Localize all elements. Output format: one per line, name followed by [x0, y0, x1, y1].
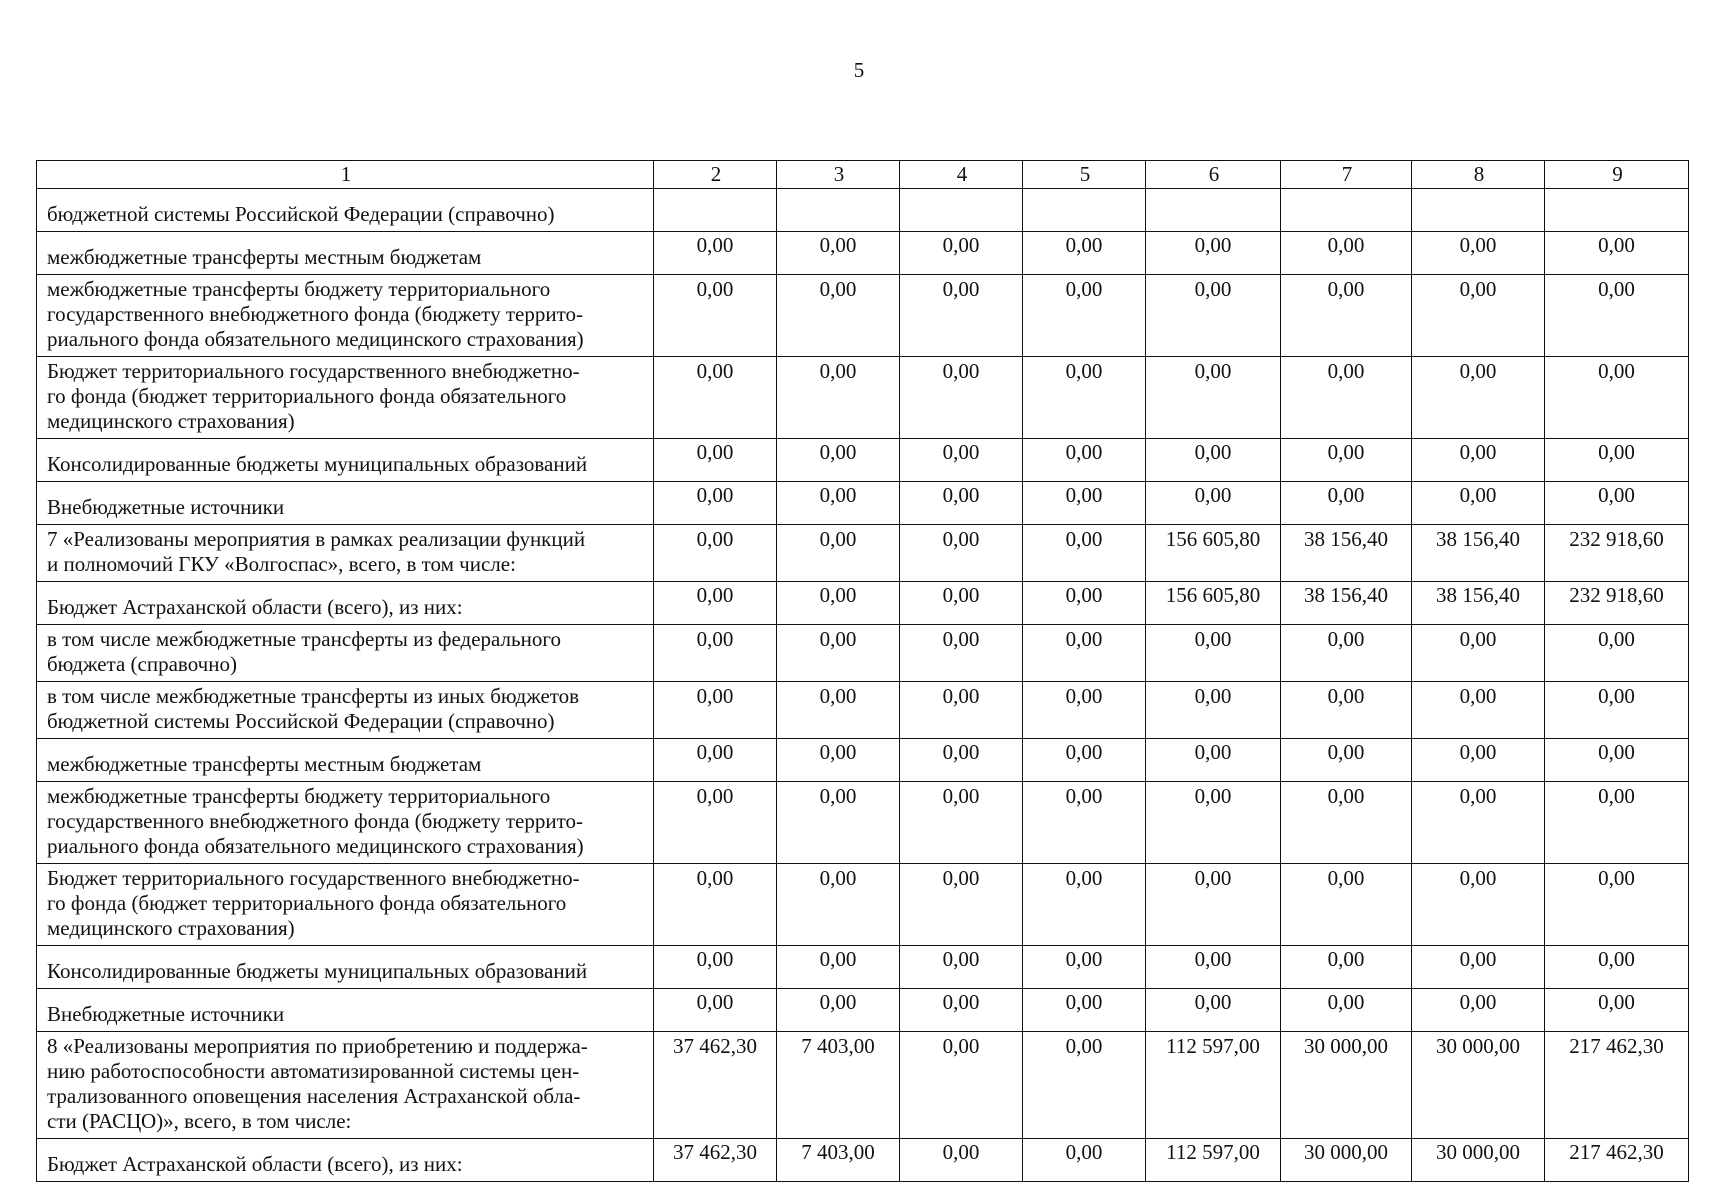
cell-col-5: 0,00: [1023, 864, 1146, 946]
cell-col-7: 30 000,00: [1281, 1139, 1412, 1182]
table-row: [37, 864, 1689, 946]
cell-col-3: 0,00: [777, 739, 900, 782]
table-row: [37, 482, 1689, 525]
cell-col-2: 0,00: [654, 439, 777, 482]
cell-col-2: 0,00: [654, 864, 777, 946]
cell-col-9: [1545, 189, 1689, 232]
table-row: [37, 739, 1689, 782]
cell-col-2: [654, 189, 777, 232]
cell-col-2: 0,00: [654, 357, 777, 439]
cell-col-3: 7 403,00: [777, 1139, 900, 1182]
cell-col-4: 0,00: [900, 682, 1023, 739]
table-row: [37, 946, 1689, 989]
column-header-6: 6: [1146, 161, 1281, 189]
cell-col-9: 0,00: [1545, 682, 1689, 739]
cell-col-4: 0,00: [900, 439, 1023, 482]
cell-col-8: 30 000,00: [1412, 1139, 1545, 1182]
cell-col-4: 0,00: [900, 1032, 1023, 1139]
cell-col-4: 0,00: [900, 782, 1023, 864]
cell-col-6: 0,00: [1146, 439, 1281, 482]
cell-col-3: 0,00: [777, 682, 900, 739]
page-number: 5: [853, 58, 865, 82]
cell-col-3: 0,00: [777, 582, 900, 625]
cell-col-2: 0,00: [654, 782, 777, 864]
row-label: Консолидированные бюджеты муниципальных образований: [37, 439, 654, 482]
cell-col-9: 0,00: [1545, 782, 1689, 864]
cell-col-7: 0,00: [1281, 989, 1412, 1032]
cell-col-7: 0,00: [1281, 357, 1412, 439]
cell-col-9: 0,00: [1545, 946, 1689, 989]
cell-col-5: 0,00: [1023, 1032, 1146, 1139]
table-row: [37, 189, 1689, 232]
cell-col-6: 0,00: [1146, 782, 1281, 864]
row-label: в том числе межбюджетные трансферты из иных бюджетов бюджетной системы Российской Федерации (справочно): [37, 682, 654, 739]
table-row: [37, 1139, 1689, 1182]
cell-col-5: 0,00: [1023, 739, 1146, 782]
row-label: Внебюджетные источники: [37, 482, 654, 525]
cell-col-2: 37 462,30: [654, 1139, 777, 1182]
cell-col-8: 30 000,00: [1412, 1032, 1545, 1139]
cell-col-4: 0,00: [900, 275, 1023, 357]
cell-col-3: 0,00: [777, 439, 900, 482]
table-row: [37, 232, 1689, 275]
cell-col-6: 0,00: [1146, 482, 1281, 525]
cell-col-9: 0,00: [1545, 739, 1689, 782]
cell-col-7: 0,00: [1281, 864, 1412, 946]
cell-col-8: 0,00: [1412, 864, 1545, 946]
cell-col-6: 0,00: [1146, 275, 1281, 357]
cell-col-5: [1023, 189, 1146, 232]
cell-col-7: 38 156,40: [1281, 582, 1412, 625]
table-row: [37, 357, 1689, 439]
cell-col-9: 0,00: [1545, 232, 1689, 275]
cell-col-2: 0,00: [654, 682, 777, 739]
column-header-3: 3: [777, 161, 900, 189]
cell-col-2: 0,00: [654, 989, 777, 1032]
cell-col-6: 112 597,00: [1146, 1139, 1281, 1182]
column-header-8: 8: [1412, 161, 1545, 189]
cell-col-7: [1281, 189, 1412, 232]
row-label: межбюджетные трансферты местным бюджетам: [37, 739, 654, 782]
cell-col-5: 0,00: [1023, 1139, 1146, 1182]
cell-col-4: 0,00: [900, 739, 1023, 782]
cell-col-3: 7 403,00: [777, 1032, 900, 1139]
cell-col-6: 0,00: [1146, 232, 1281, 275]
cell-col-7: 0,00: [1281, 946, 1412, 989]
cell-col-5: 0,00: [1023, 275, 1146, 357]
table-body: [37, 189, 1689, 1182]
cell-col-7: 0,00: [1281, 275, 1412, 357]
cell-col-4: 0,00: [900, 989, 1023, 1032]
column-header-2: 2: [654, 161, 777, 189]
cell-col-8: 0,00: [1412, 232, 1545, 275]
table-row: [37, 782, 1689, 864]
cell-col-2: 37 462,30: [654, 1032, 777, 1139]
cell-col-8: [1412, 189, 1545, 232]
table-row: [37, 525, 1689, 582]
budget-table: [36, 160, 1689, 1182]
column-header-4: 4: [900, 161, 1023, 189]
table-row: [37, 275, 1689, 357]
row-label: Консолидированные бюджеты муниципальных образований: [37, 946, 654, 989]
cell-col-8: 0,00: [1412, 482, 1545, 525]
cell-col-9: 232 918,60: [1545, 582, 1689, 625]
cell-col-3: 0,00: [777, 864, 900, 946]
table-row: [37, 682, 1689, 739]
cell-col-9: 0,00: [1545, 482, 1689, 525]
cell-col-3: 0,00: [777, 946, 900, 989]
cell-col-7: 0,00: [1281, 482, 1412, 525]
cell-col-5: 0,00: [1023, 439, 1146, 482]
cell-col-2: 0,00: [654, 525, 777, 582]
cell-col-3: 0,00: [777, 525, 900, 582]
row-label: Бюджет территориального государственного внебюджетно- го фонда (бюджет территориального фонда обязательного медицинского страхования): [37, 357, 654, 439]
row-label: Внебюджетные источники: [37, 989, 654, 1032]
cell-col-5: 0,00: [1023, 782, 1146, 864]
row-label: Бюджет территориального государственного внебюджетно- го фонда (бюджет территориального фонда обязательного медицинского страхования): [37, 864, 654, 946]
cell-col-3: 0,00: [777, 357, 900, 439]
cell-col-8: 0,00: [1412, 439, 1545, 482]
cell-col-6: 0,00: [1146, 357, 1281, 439]
cell-col-6: 0,00: [1146, 864, 1281, 946]
cell-col-6: 0,00: [1146, 946, 1281, 989]
row-label: бюджетной системы Российской Федерации (справочно): [37, 189, 654, 232]
cell-col-3: 0,00: [777, 232, 900, 275]
cell-col-9: 0,00: [1545, 357, 1689, 439]
cell-col-2: 0,00: [654, 625, 777, 682]
cell-col-3: 0,00: [777, 989, 900, 1032]
cell-col-9: 232 918,60: [1545, 525, 1689, 582]
cell-col-4: 0,00: [900, 357, 1023, 439]
column-header-row: [37, 161, 1689, 189]
cell-col-9: 0,00: [1545, 989, 1689, 1032]
table-row: [37, 582, 1689, 625]
cell-col-3: [777, 189, 900, 232]
cell-col-8: 0,00: [1412, 989, 1545, 1032]
cell-col-6: 0,00: [1146, 682, 1281, 739]
cell-col-9: 217 462,30: [1545, 1032, 1689, 1139]
cell-col-8: 0,00: [1412, 682, 1545, 739]
cell-col-4: 0,00: [900, 582, 1023, 625]
cell-col-2: 0,00: [654, 739, 777, 782]
cell-col-7: 0,00: [1281, 232, 1412, 275]
cell-col-7: 0,00: [1281, 439, 1412, 482]
cell-col-5: 0,00: [1023, 482, 1146, 525]
cell-col-7: 0,00: [1281, 682, 1412, 739]
row-label: в том числе межбюджетные трансферты из федерального бюджета (справочно): [37, 625, 654, 682]
cell-col-4: [900, 189, 1023, 232]
cell-col-9: 0,00: [1545, 625, 1689, 682]
cell-col-5: 0,00: [1023, 357, 1146, 439]
cell-col-5: 0,00: [1023, 946, 1146, 989]
cell-col-9: 0,00: [1545, 439, 1689, 482]
cell-col-7: 0,00: [1281, 625, 1412, 682]
row-label: межбюджетные трансферты бюджету территориального государственного внебюджетного фонда (бюджету террито- риального фонда обязательного медицинского страхования): [37, 782, 654, 864]
cell-col-3: 0,00: [777, 625, 900, 682]
cell-col-8: 0,00: [1412, 946, 1545, 989]
column-header-5: 5: [1023, 161, 1146, 189]
cell-col-7: 0,00: [1281, 782, 1412, 864]
cell-col-3: 0,00: [777, 782, 900, 864]
cell-col-6: [1146, 189, 1281, 232]
cell-col-8: 38 156,40: [1412, 525, 1545, 582]
cell-col-8: 0,00: [1412, 739, 1545, 782]
column-header-9: 9: [1545, 161, 1689, 189]
row-label: межбюджетные трансферты местным бюджетам: [37, 232, 654, 275]
cell-col-8: 0,00: [1412, 275, 1545, 357]
table-row: [37, 989, 1689, 1032]
cell-col-6: 156 605,80: [1146, 525, 1281, 582]
cell-col-5: 0,00: [1023, 682, 1146, 739]
row-label: Бюджет Астраханской области (всего), из них:: [37, 1139, 654, 1182]
cell-col-8: 0,00: [1412, 782, 1545, 864]
cell-col-2: 0,00: [654, 582, 777, 625]
cell-col-5: 0,00: [1023, 582, 1146, 625]
cell-col-4: 0,00: [900, 946, 1023, 989]
cell-col-8: 0,00: [1412, 625, 1545, 682]
cell-col-2: 0,00: [654, 232, 777, 275]
table-row: [37, 625, 1689, 682]
column-header-7: 7: [1281, 161, 1412, 189]
cell-col-9: 0,00: [1545, 864, 1689, 946]
cell-col-5: 0,00: [1023, 232, 1146, 275]
cell-col-6: 156 605,80: [1146, 582, 1281, 625]
cell-col-5: 0,00: [1023, 989, 1146, 1032]
cell-col-4: 0,00: [900, 232, 1023, 275]
cell-col-3: 0,00: [777, 275, 900, 357]
cell-col-4: 0,00: [900, 625, 1023, 682]
cell-col-8: 0,00: [1412, 357, 1545, 439]
cell-col-4: 0,00: [900, 864, 1023, 946]
cell-col-2: 0,00: [654, 275, 777, 357]
row-label: 7 «Реализованы мероприятия в рамках реализации функций и полномочий ГКУ «Волгоспас», всего, в том числе:: [37, 525, 654, 582]
cell-col-6: 0,00: [1146, 739, 1281, 782]
cell-col-4: 0,00: [900, 525, 1023, 582]
cell-col-2: 0,00: [654, 482, 777, 525]
cell-col-6: 0,00: [1146, 989, 1281, 1032]
cell-col-7: 0,00: [1281, 739, 1412, 782]
cell-col-2: 0,00: [654, 946, 777, 989]
table-row: [37, 439, 1689, 482]
cell-col-5: 0,00: [1023, 525, 1146, 582]
cell-col-3: 0,00: [777, 482, 900, 525]
cell-col-7: 38 156,40: [1281, 525, 1412, 582]
row-label: межбюджетные трансферты бюджету территориального государственного внебюджетного фонда (бюджету террито- риального фонда обязательного медицинского страхования): [37, 275, 654, 357]
cell-col-9: 217 462,30: [1545, 1139, 1689, 1182]
cell-col-4: 0,00: [900, 482, 1023, 525]
column-header-1: 1: [37, 161, 654, 189]
cell-col-8: 38 156,40: [1412, 582, 1545, 625]
row-label: 8 «Реализованы мероприятия по приобретению и поддержа- нию работоспособности автоматизированной системы цен- трализованного оповещения населения Астраханской обла- сти (РАСЦО)», всего, в том числе:: [37, 1032, 654, 1139]
cell-col-6: 0,00: [1146, 625, 1281, 682]
cell-col-9: 0,00: [1545, 275, 1689, 357]
cell-col-6: 112 597,00: [1146, 1032, 1281, 1139]
cell-col-4: 0,00: [900, 1139, 1023, 1182]
row-label: Бюджет Астраханской области (всего), из них:: [37, 582, 654, 625]
cell-col-7: 30 000,00: [1281, 1032, 1412, 1139]
table-row: [37, 1032, 1689, 1139]
cell-col-5: 0,00: [1023, 625, 1146, 682]
